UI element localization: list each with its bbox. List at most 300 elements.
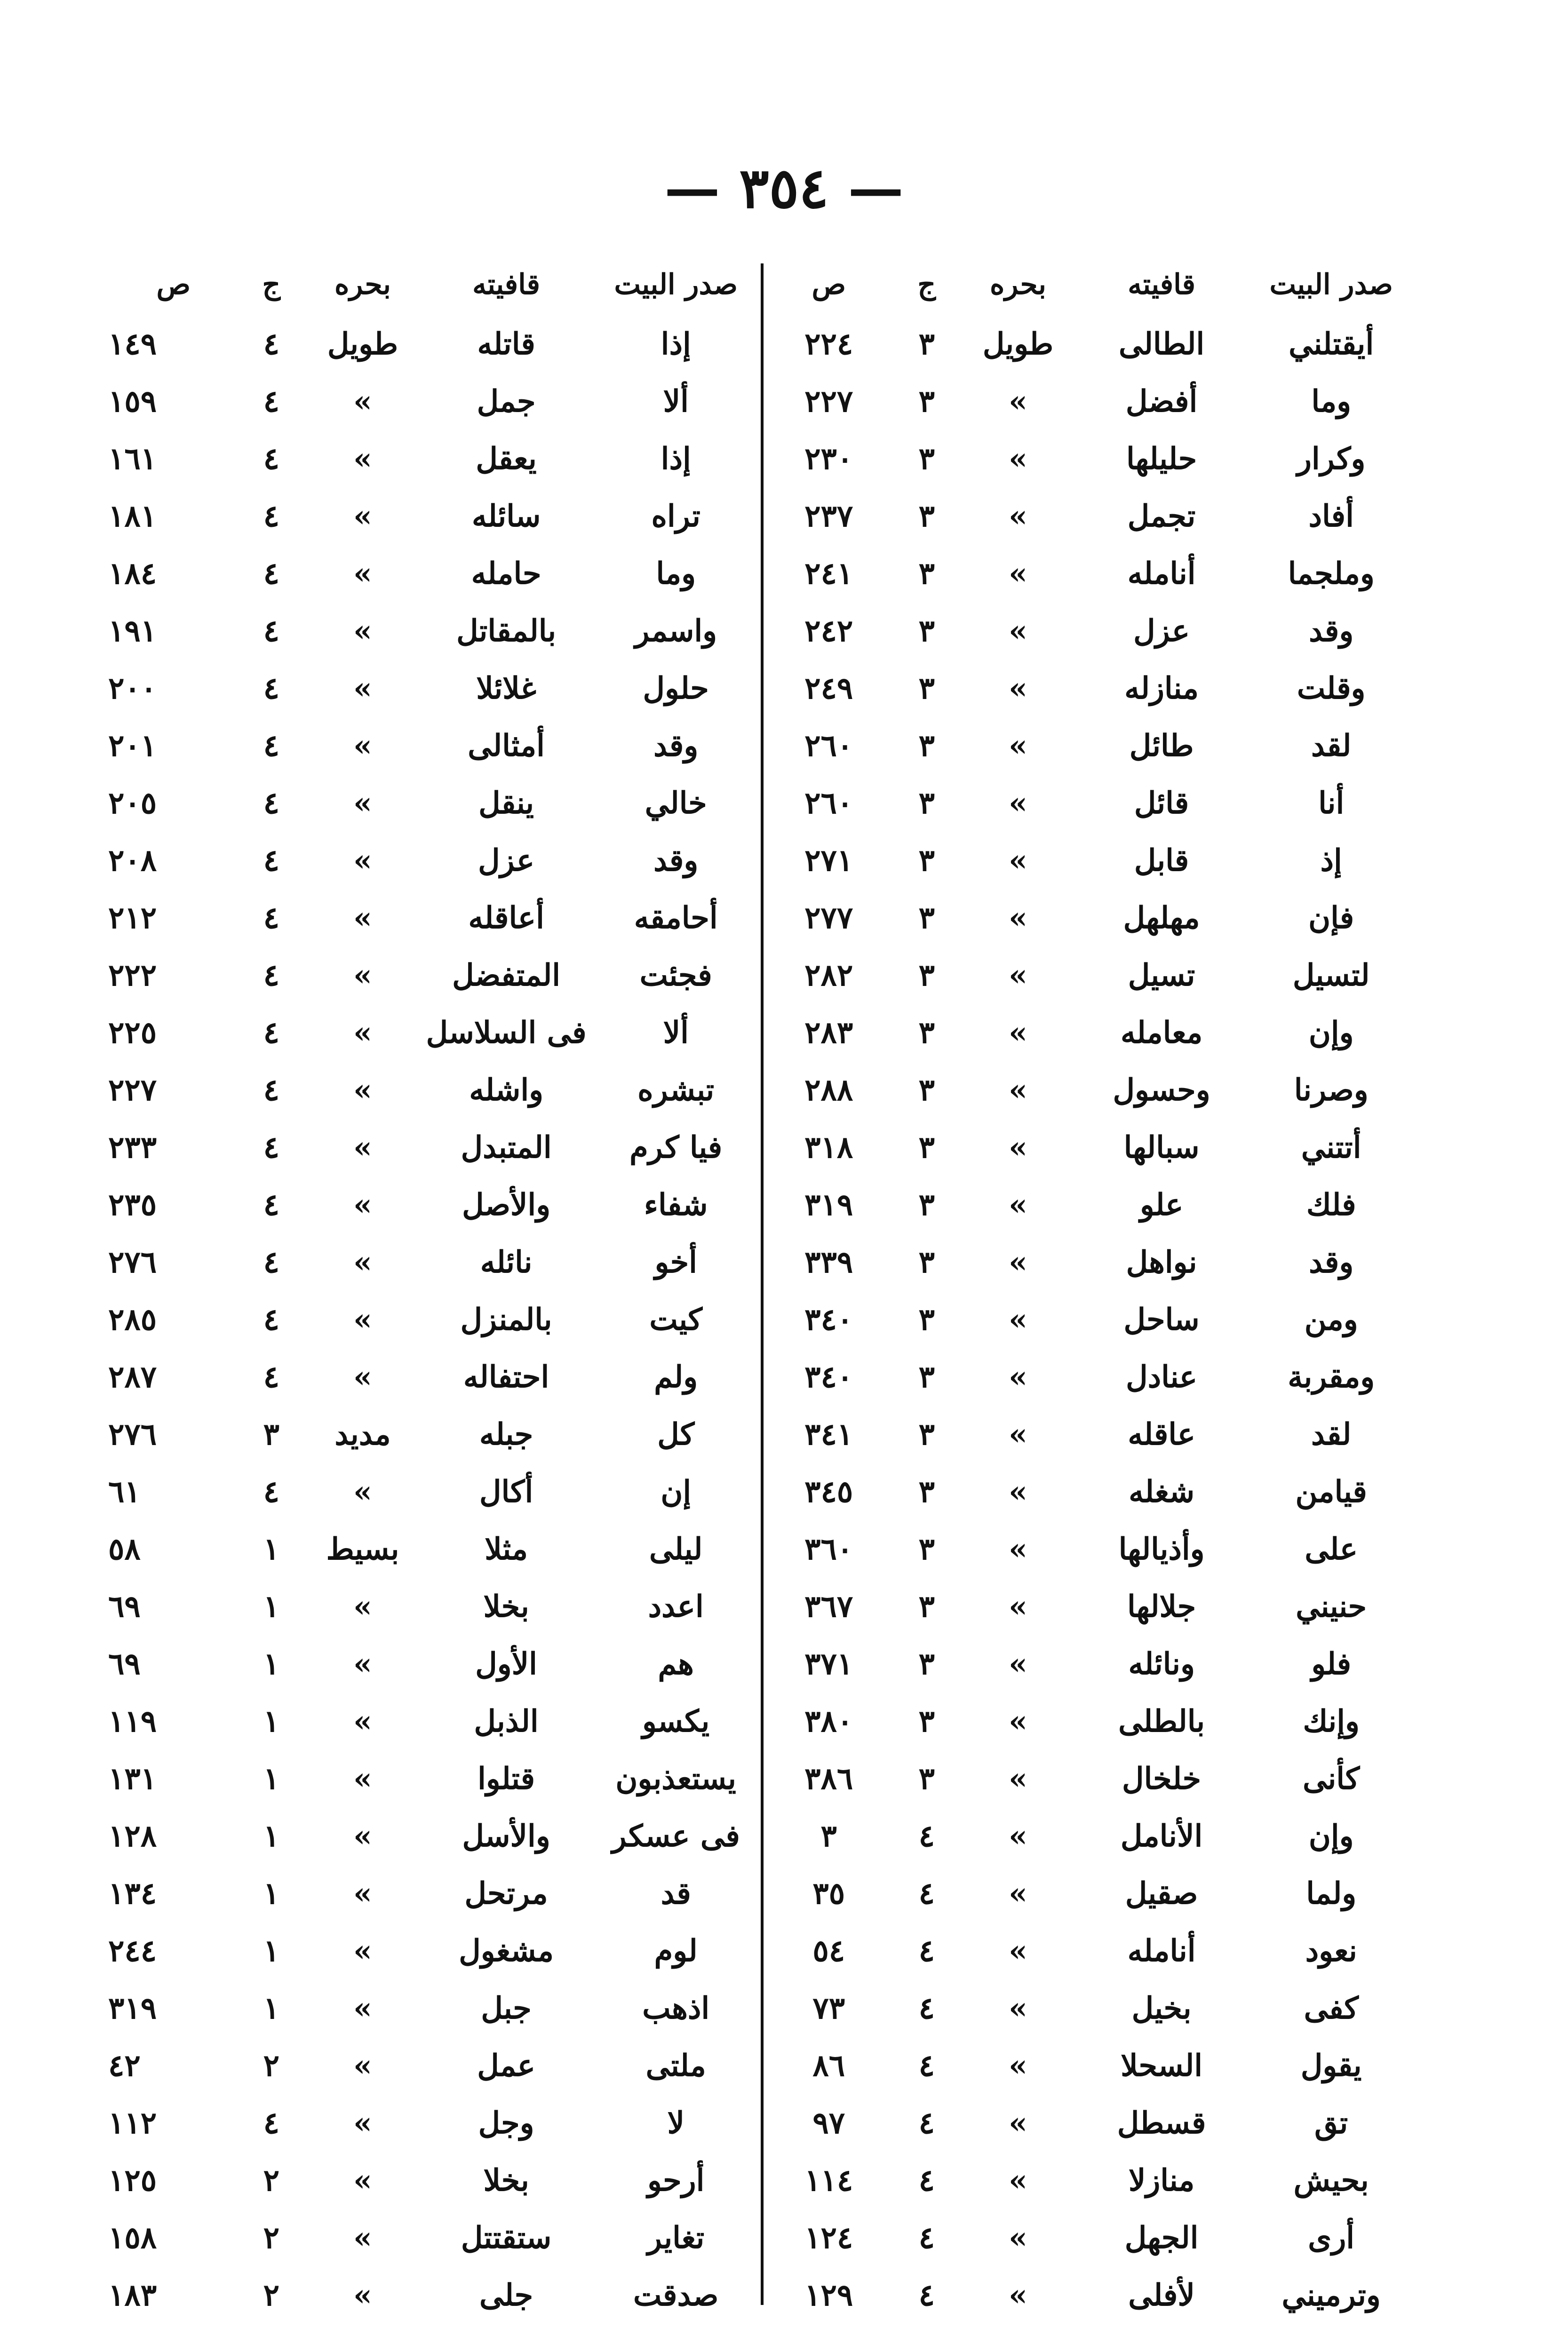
- cell-juz: ٤: [263, 728, 279, 763]
- cell-safha: ١٢٨: [108, 1818, 157, 1854]
- header-safha: ص: [156, 268, 191, 301]
- cell-sadr: شفاء: [644, 1187, 708, 1223]
- cell-bahr: »: [1008, 383, 1027, 419]
- index-row: [108, 946, 761, 1004]
- index-row: [764, 1692, 1416, 1750]
- cell-juz: ٤: [918, 2277, 935, 2313]
- cell-juz: ٤: [263, 613, 279, 649]
- cell-safha: ٢٦٠: [804, 785, 853, 821]
- index-row: [108, 1119, 761, 1176]
- cell-sadr: إذ: [1320, 842, 1342, 878]
- cell-qafiya: نواهل: [1126, 1244, 1197, 1280]
- cell-juz: ٣: [918, 441, 935, 477]
- cell-bahr: »: [1008, 2220, 1027, 2256]
- cell-juz: ٢: [263, 2220, 279, 2256]
- cell-qafiya: علو: [1139, 1187, 1184, 1223]
- cell-qafiya: عاقله: [1128, 1416, 1195, 1452]
- index-row: [108, 1348, 761, 1406]
- cell-juz: ٣: [918, 1761, 935, 1796]
- cell-qafiya: أنامله: [1127, 1933, 1196, 1969]
- index-row: [764, 660, 1416, 717]
- cell-sadr: وإن: [1308, 1818, 1354, 1854]
- header-juz: ج: [262, 268, 281, 301]
- cell-qafiya: أمثالى: [468, 728, 545, 763]
- cell-sadr: ولما: [1306, 1875, 1357, 1911]
- cell-sadr: كل: [657, 1416, 695, 1452]
- cell-sadr: وقد: [1309, 1244, 1354, 1280]
- cell-sadr: فإن: [1308, 900, 1354, 936]
- cell-safha: ٢٣٧: [804, 498, 853, 534]
- index-row: [764, 1406, 1416, 1463]
- right-index-column: [764, 254, 1416, 2324]
- cell-juz: ٣: [918, 1129, 935, 1165]
- cell-sadr: ليلى: [649, 1531, 703, 1567]
- cell-bahr: »: [353, 728, 372, 763]
- cell-juz: ٤: [263, 1474, 279, 1510]
- cell-juz: ١: [263, 1589, 279, 1624]
- cell-juz: ١: [263, 1933, 279, 1969]
- cell-qafiya: المتفضل: [452, 957, 561, 993]
- cell-qafiya: جبله: [479, 1416, 533, 1452]
- index-row: [764, 430, 1416, 487]
- cell-sadr: واسمر: [635, 613, 717, 649]
- cell-bahr: »: [353, 1990, 372, 2026]
- cell-juz: ٣: [918, 842, 935, 878]
- cell-qafiya: الذبل: [474, 1703, 539, 1739]
- cell-juz: ٤: [263, 1244, 279, 1280]
- cell-sadr: ألا: [663, 383, 689, 419]
- cell-qafiya: طائل: [1129, 728, 1194, 763]
- cell-sadr: تق: [1314, 2105, 1348, 2141]
- cell-bahr: »: [353, 1875, 372, 1911]
- cell-safha: ١٨٤: [108, 556, 157, 591]
- cell-juz: ٢: [263, 2162, 279, 2198]
- cell-qafiya: يعقل: [476, 441, 537, 477]
- cell-qafiya: وحسول: [1113, 1072, 1210, 1108]
- index-row: [108, 430, 761, 487]
- cell-bahr: »: [353, 2277, 372, 2313]
- cell-bahr: »: [1008, 1359, 1027, 1395]
- cell-juz: ٣: [918, 728, 935, 763]
- cell-juz: ٤: [263, 2105, 279, 2141]
- index-row: [108, 373, 761, 430]
- cell-juz: ٣: [918, 1187, 935, 1223]
- cell-bahr: »: [1008, 1474, 1027, 1510]
- cell-bahr: »: [353, 1646, 372, 1682]
- cell-bahr: »: [353, 441, 372, 477]
- cell-safha: ٢٨٧: [108, 1359, 157, 1395]
- cell-qafiya: مثلا: [485, 1531, 528, 1567]
- index-row: [764, 487, 1416, 545]
- cell-qafiya: عمل: [477, 2048, 535, 2083]
- header-row: [764, 254, 1416, 315]
- cell-juz: ٤: [263, 900, 279, 936]
- cell-qafiya: بالمقاتل: [456, 613, 557, 649]
- cell-bahr: »: [353, 957, 372, 993]
- cell-juz: ٤: [263, 326, 279, 362]
- cell-sadr: كفى: [1304, 1990, 1359, 2026]
- index-row: [764, 1291, 1416, 1348]
- cell-qafiya: تجمل: [1127, 498, 1196, 534]
- cell-safha: ٦١: [108, 1474, 141, 1510]
- cell-safha: ٥٤: [812, 1933, 845, 1969]
- cell-bahr: »: [353, 2048, 372, 2083]
- cell-juz: ٤: [263, 441, 279, 477]
- cell-safha: ١٢٩: [804, 2277, 853, 2313]
- cell-qafiya: صقيل: [1125, 1875, 1198, 1911]
- index-row: [108, 1922, 761, 1979]
- cell-bahr: »: [1008, 613, 1027, 649]
- cell-juz: ٣: [918, 1646, 935, 1682]
- cell-safha: ٣١٨: [804, 1129, 853, 1165]
- cell-bahr: »: [1008, 1129, 1027, 1165]
- index-row: [764, 1520, 1416, 1578]
- cell-sadr: اذهب: [642, 1990, 710, 2026]
- cell-safha: ٢٠٨: [108, 842, 157, 878]
- cell-qafiya: احتفاله: [463, 1359, 549, 1395]
- cell-sadr: حنيني: [1296, 1589, 1367, 1624]
- cell-bahr: »: [1008, 1703, 1027, 1739]
- cell-bahr: »: [1008, 1531, 1027, 1567]
- index-row: [108, 1463, 761, 1520]
- index-row: [764, 2266, 1416, 2324]
- header-sadr: صدر البيت: [1269, 268, 1393, 301]
- index-row: [108, 1176, 761, 1233]
- cell-safha: ٢٤٩: [804, 670, 853, 706]
- index-row: [108, 1406, 761, 1463]
- cell-safha: ٢٢٧: [108, 1072, 157, 1108]
- cell-sadr: وإنك: [1303, 1703, 1360, 1739]
- index-row: [108, 1979, 761, 2037]
- index-row: [108, 832, 761, 889]
- cell-sadr: كيت: [649, 1302, 703, 1337]
- cell-sadr: أرحو: [647, 2162, 705, 2198]
- cell-qafiya: وأذيالها: [1118, 1531, 1205, 1567]
- cell-sadr: وقد: [653, 842, 699, 878]
- index-row: [108, 1807, 761, 1865]
- index-row: [764, 1922, 1416, 1979]
- cell-qafiya: الأنامل: [1120, 1818, 1203, 1854]
- cell-qafiya: منازلا: [1128, 2162, 1195, 2198]
- left-table-body: [108, 315, 761, 2324]
- cell-bahr: »: [353, 383, 372, 419]
- cell-safha: ٢٨٣: [804, 1015, 853, 1050]
- cell-qafiya: نائله: [480, 1244, 533, 1280]
- cell-safha: ٢٢٢: [108, 957, 157, 993]
- cell-juz: ٤: [263, 785, 279, 821]
- cell-sadr: فيا كرم: [629, 1129, 723, 1165]
- cell-qafiya: غلائلا: [476, 670, 536, 706]
- header-qafiya: قافيته: [472, 268, 541, 301]
- cell-safha: ١١٩: [108, 1703, 157, 1739]
- cell-bahr: »: [1008, 1646, 1027, 1682]
- page-number: — ٣٥٤ —: [664, 155, 904, 221]
- index-row: [108, 1233, 761, 1291]
- cell-bahr: »: [353, 613, 372, 649]
- cell-bahr: »: [1008, 1244, 1027, 1280]
- cell-qafiya: مشغول: [459, 1933, 554, 1969]
- cell-safha: ٣٦٠: [804, 1531, 853, 1567]
- cell-safha: ٢٣٠: [804, 441, 853, 477]
- index-row: [108, 545, 761, 602]
- cell-juz: ٤: [263, 556, 279, 591]
- cell-qafiya: منازله: [1124, 670, 1199, 706]
- cell-sadr: وما: [656, 556, 696, 591]
- cell-bahr: »: [1008, 2277, 1027, 2313]
- cell-safha: ٢٧٦: [108, 1416, 157, 1452]
- index-row: [108, 1865, 761, 1922]
- cell-safha: ٣٤٠: [804, 1359, 853, 1395]
- index-row: [764, 373, 1416, 430]
- cell-juz: ٣: [918, 1302, 935, 1337]
- cell-bahr: »: [1008, 1302, 1027, 1337]
- cell-juz: ٤: [263, 842, 279, 878]
- right-table-body: [764, 315, 1416, 2324]
- cell-qafiya: بالطلى: [1118, 1703, 1205, 1739]
- cell-bahr: »: [1008, 441, 1027, 477]
- cell-safha: ٢٦٠: [804, 728, 853, 763]
- cell-qafiya: حامله: [471, 556, 541, 591]
- header-qafiya: قافيته: [1128, 268, 1196, 301]
- cell-bahr: »: [353, 1933, 372, 1969]
- cell-safha: ٣٨٠: [804, 1703, 853, 1739]
- cell-safha: ٣٨٦: [804, 1761, 853, 1796]
- cell-juz: ٣: [918, 1416, 935, 1452]
- cell-juz: ١: [263, 1818, 279, 1854]
- cell-qafiya: ونائله: [1128, 1646, 1195, 1682]
- cell-juz: ٢: [263, 2277, 279, 2313]
- cell-bahr: »: [353, 1589, 372, 1624]
- cell-juz: ٣: [918, 1015, 935, 1050]
- cell-juz: ٣: [918, 785, 935, 821]
- cell-juz: ٤: [263, 1359, 279, 1395]
- cell-juz: ٣: [918, 670, 935, 706]
- cell-bahr: »: [353, 670, 372, 706]
- cell-qafiya: بخيل: [1131, 1990, 1192, 2026]
- index-row: [764, 1176, 1416, 1233]
- cell-sadr: تراه: [651, 498, 700, 534]
- cell-safha: ٣٥: [812, 1875, 845, 1911]
- cell-safha: ١٩١: [108, 613, 157, 649]
- cell-safha: ٣٤١: [804, 1416, 853, 1452]
- cell-qafiya: عزل: [1133, 613, 1190, 649]
- index-row: [108, 2209, 761, 2266]
- cell-sadr: تبشره: [637, 1072, 715, 1108]
- cell-bahr: طويل: [327, 326, 398, 362]
- cell-bahr: »: [353, 556, 372, 591]
- cell-juz: ١: [263, 1646, 279, 1682]
- cell-sadr: بحيش: [1293, 2162, 1369, 2198]
- cell-sadr: وما: [1311, 383, 1352, 419]
- cell-juz: ١: [263, 1761, 279, 1796]
- header-row: [108, 254, 761, 315]
- cell-juz: ٤: [918, 2048, 935, 2083]
- cell-safha: ٢٤٤: [108, 1933, 157, 1969]
- cell-qafiya: جلالها: [1127, 1589, 1196, 1624]
- cell-juz: ٣: [918, 900, 935, 936]
- cell-juz: ٤: [918, 1875, 935, 1911]
- header-bahr: بحره: [989, 268, 1046, 301]
- cell-bahr: »: [353, 1244, 372, 1280]
- cell-safha: ٣٧١: [804, 1646, 853, 1682]
- cell-safha: ٢١٢: [108, 900, 157, 936]
- cell-juz: ١: [263, 1990, 279, 2026]
- cell-safha: ١٥٩: [108, 383, 157, 419]
- cell-sadr: فلك: [1306, 1187, 1356, 1223]
- index-row: [764, 602, 1416, 660]
- cell-qafiya: عنادل: [1126, 1359, 1198, 1395]
- cell-juz: ١: [263, 1531, 279, 1567]
- cell-bahr: »: [1008, 1933, 1027, 1969]
- index-row: [764, 2094, 1416, 2152]
- cell-sadr: إذا: [661, 326, 691, 362]
- index-row: [764, 545, 1416, 602]
- index-row: [764, 1004, 1416, 1061]
- cell-sadr: وصرنا: [1294, 1072, 1369, 1108]
- cell-sadr: كأنى: [1303, 1761, 1360, 1796]
- cell-sadr: أفاد: [1308, 498, 1354, 534]
- cell-juz: ٤: [918, 2220, 935, 2256]
- cell-sadr: ومن: [1304, 1302, 1358, 1337]
- cell-sadr: ملتى: [645, 2048, 706, 2083]
- cell-safha: ٣: [820, 1818, 837, 1854]
- cell-juz: ٣: [918, 1359, 935, 1395]
- cell-qafiya: الجهل: [1124, 2220, 1199, 2256]
- cell-qafiya: الطالى: [1119, 326, 1205, 362]
- cell-qafiya: ينقل: [478, 785, 534, 821]
- cell-sadr: وملجما: [1288, 556, 1375, 591]
- index-row: [108, 717, 761, 774]
- cell-sadr: يكسو: [642, 1703, 710, 1739]
- cell-qafiya: مرتحل: [464, 1875, 548, 1911]
- index-row: [108, 602, 761, 660]
- index-row: [764, 1807, 1416, 1865]
- index-row: [108, 2094, 761, 2152]
- index-row: [764, 1635, 1416, 1692]
- cell-bahr: »: [1008, 556, 1027, 591]
- cell-qafiya: جمل: [477, 383, 536, 419]
- index-row: [764, 889, 1416, 946]
- left-index-table: [108, 254, 761, 2324]
- cell-juz: ١: [263, 1703, 279, 1739]
- cell-sadr: يستعذبون: [615, 1761, 736, 1796]
- cell-qafiya: شغله: [1129, 1474, 1195, 1510]
- cell-bahr: »: [353, 2220, 372, 2256]
- cell-sadr: لتسيل: [1292, 957, 1370, 993]
- cell-juz: ٣: [918, 613, 935, 649]
- cell-safha: ١٨٣: [108, 2277, 157, 2313]
- cell-qafiya: أنامله: [1127, 556, 1196, 591]
- cell-juz: ٣: [918, 556, 935, 591]
- cell-safha: ٢٢٤: [804, 326, 853, 362]
- cell-juz: ٣: [918, 1072, 935, 1108]
- index-row: [108, 660, 761, 717]
- index-row: [764, 946, 1416, 1004]
- cell-sadr: أحامقه: [634, 900, 718, 936]
- cell-qafiya: فى السلاسل: [426, 1015, 587, 1050]
- cell-bahr: »: [353, 1187, 372, 1223]
- cell-safha: ٤٢: [108, 2048, 141, 2083]
- cell-juz: ٤: [918, 1933, 935, 1969]
- index-row: [108, 315, 761, 373]
- cell-sadr: ومقربة: [1288, 1359, 1375, 1395]
- cell-juz: ٤: [263, 957, 279, 993]
- cell-juz: ٤: [918, 2105, 935, 2141]
- header-sadr: صدر البيت: [614, 268, 738, 301]
- cell-qafiya: أفضل: [1125, 383, 1198, 419]
- cell-sadr: أيقتلني: [1289, 326, 1374, 362]
- cell-qafiya: حليلها: [1126, 441, 1197, 477]
- cell-sadr: وإن: [1308, 1015, 1354, 1050]
- cell-qafiya: سبالها: [1123, 1129, 1200, 1165]
- cell-safha: ٢٧٦: [108, 1244, 157, 1280]
- cell-sadr: وترميني: [1281, 2277, 1381, 2313]
- cell-bahr: »: [353, 1302, 372, 1337]
- cell-juz: ٣: [918, 957, 935, 993]
- cell-juz: ٤: [918, 1990, 935, 2026]
- index-row: [108, 1692, 761, 1750]
- cell-qafiya: تسيل: [1128, 957, 1195, 993]
- cell-safha: ١٦١: [108, 441, 157, 477]
- cell-bahr: بسيط: [326, 1531, 399, 1567]
- cell-qafiya: قائل: [1134, 785, 1189, 821]
- cell-bahr: »: [1008, 842, 1027, 878]
- cell-safha: ٥٨: [108, 1531, 141, 1567]
- cell-juz: ٤: [263, 1129, 279, 1165]
- cell-safha: ٢٧٧: [804, 900, 853, 936]
- cell-qafiya: واشله: [469, 1072, 543, 1108]
- cell-qafiya: بالمنزل: [460, 1302, 552, 1337]
- cell-bahr: »: [1008, 1990, 1027, 2026]
- cell-juz: ٣: [918, 326, 935, 362]
- cell-safha: ٣٤٠: [804, 1302, 853, 1337]
- cell-bahr: »: [1008, 1015, 1027, 1050]
- cell-juz: ٤: [263, 1187, 279, 1223]
- index-row: [764, 1578, 1416, 1635]
- cell-qafiya: السحلا: [1121, 2048, 1203, 2083]
- poem-index: [108, 254, 1416, 2324]
- cell-sadr: أرى: [1308, 2220, 1355, 2256]
- cell-juz: ٣: [918, 1703, 935, 1739]
- index-row: [764, 2037, 1416, 2094]
- cell-bahr: »: [353, 900, 372, 936]
- cell-sadr: لقد: [1311, 1416, 1352, 1452]
- cell-bahr: »: [353, 785, 372, 821]
- cell-juz: ٤: [263, 1072, 279, 1108]
- cell-safha: ١٥٨: [108, 2220, 157, 2256]
- cell-safha: ١١٤: [804, 2162, 853, 2198]
- index-row: [764, 2209, 1416, 2266]
- cell-bahr: »: [1008, 1416, 1027, 1452]
- cell-sadr: هم: [658, 1646, 694, 1682]
- cell-juz: ٣: [263, 1416, 279, 1452]
- cell-bahr: »: [353, 1129, 372, 1165]
- cell-juz: ٢: [263, 2048, 279, 2083]
- cell-safha: ٢٨٨: [804, 1072, 853, 1108]
- cell-qafiya: معامله: [1120, 1015, 1203, 1050]
- cell-sadr: اعدد: [648, 1589, 704, 1624]
- cell-bahr: طويل: [982, 326, 1054, 362]
- index-row: [764, 832, 1416, 889]
- cell-qafiya: أعاقله: [468, 900, 544, 936]
- index-row: [764, 1750, 1416, 1807]
- cell-qafiya: ستقتتل: [461, 2220, 552, 2256]
- cell-sadr: لقد: [1311, 728, 1352, 763]
- cell-sadr: لا: [667, 2105, 685, 2141]
- cell-sadr: فلو: [1311, 1646, 1352, 1682]
- cell-qafiya: بخلا: [483, 2162, 529, 2198]
- cell-qafiya: قتلوا: [478, 1761, 535, 1796]
